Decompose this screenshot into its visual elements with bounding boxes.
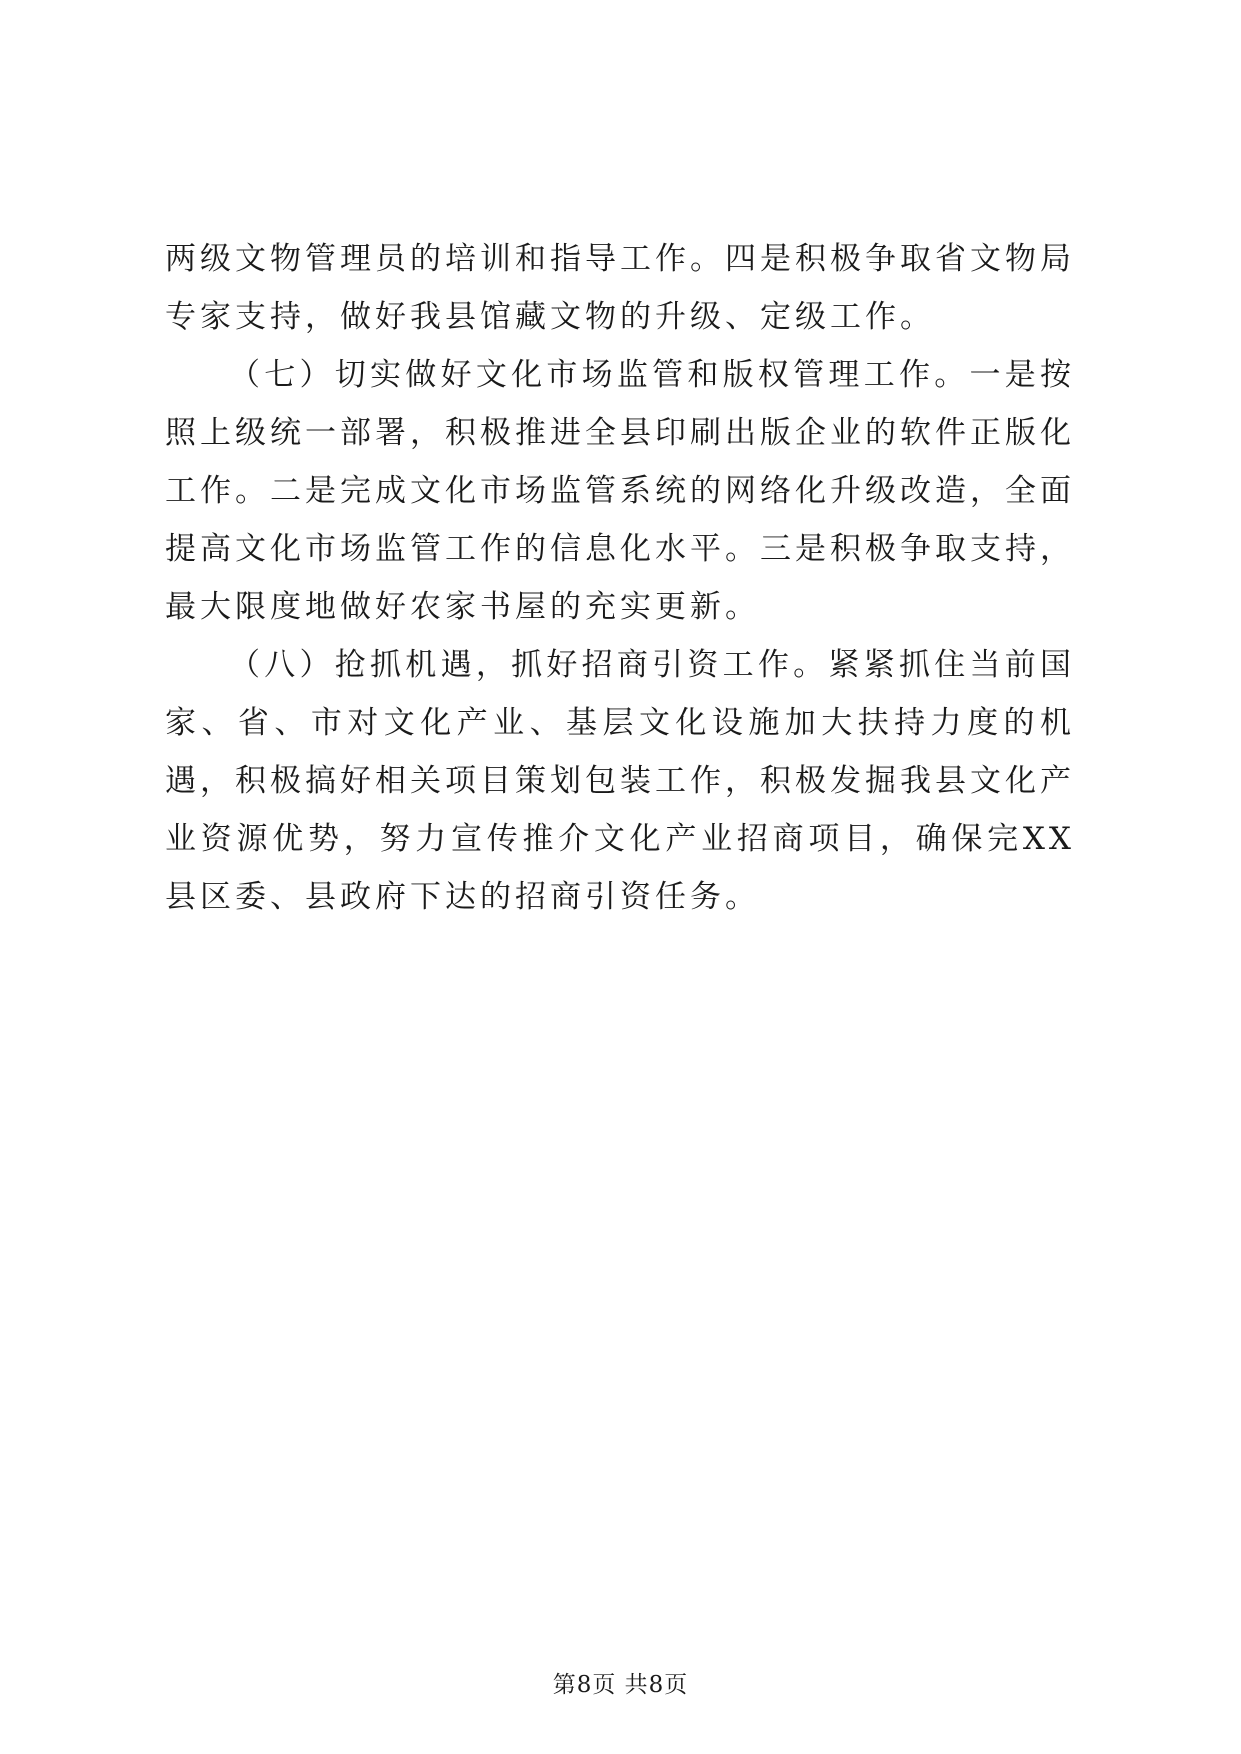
page-number: 第8页 共8页 <box>552 1672 689 1698</box>
document-body <box>165 230 1075 926</box>
page-footer <box>0 1666 1241 1699</box>
paragraph-section-8: （八）抢抓机遇，抓好招商引资工作。紧紧抓住当前国家、省、市对文化产业、基层文化设施加大扶持力度的机遇，积极搞好相关项目策划包装工作，积极发掘我县文化产业资源优势，努力宣传推介文化产业招商项目，确保完XX县区委、县政府下达的招商引资任务。 <box>165 647 1075 915</box>
paragraph-section-7: （七）切实做好文化市场监管和版权管理工作。一是按照上级统一部署，积极推进全县印刷出版企业的软件正版化工作。二是完成文化市场监管系统的网络化升级改造，全面提高文化市场监管工作的信息化水平。三是积极争取支持，最大限度地做好农家书屋的充实更新。 <box>165 357 1075 625</box>
paragraph-continuation: 两级文物管理员的培训和指导工作。四是积极争取省文物局专家支持，做好我县馆藏文物的升级、定级工作。 <box>165 241 1075 335</box>
